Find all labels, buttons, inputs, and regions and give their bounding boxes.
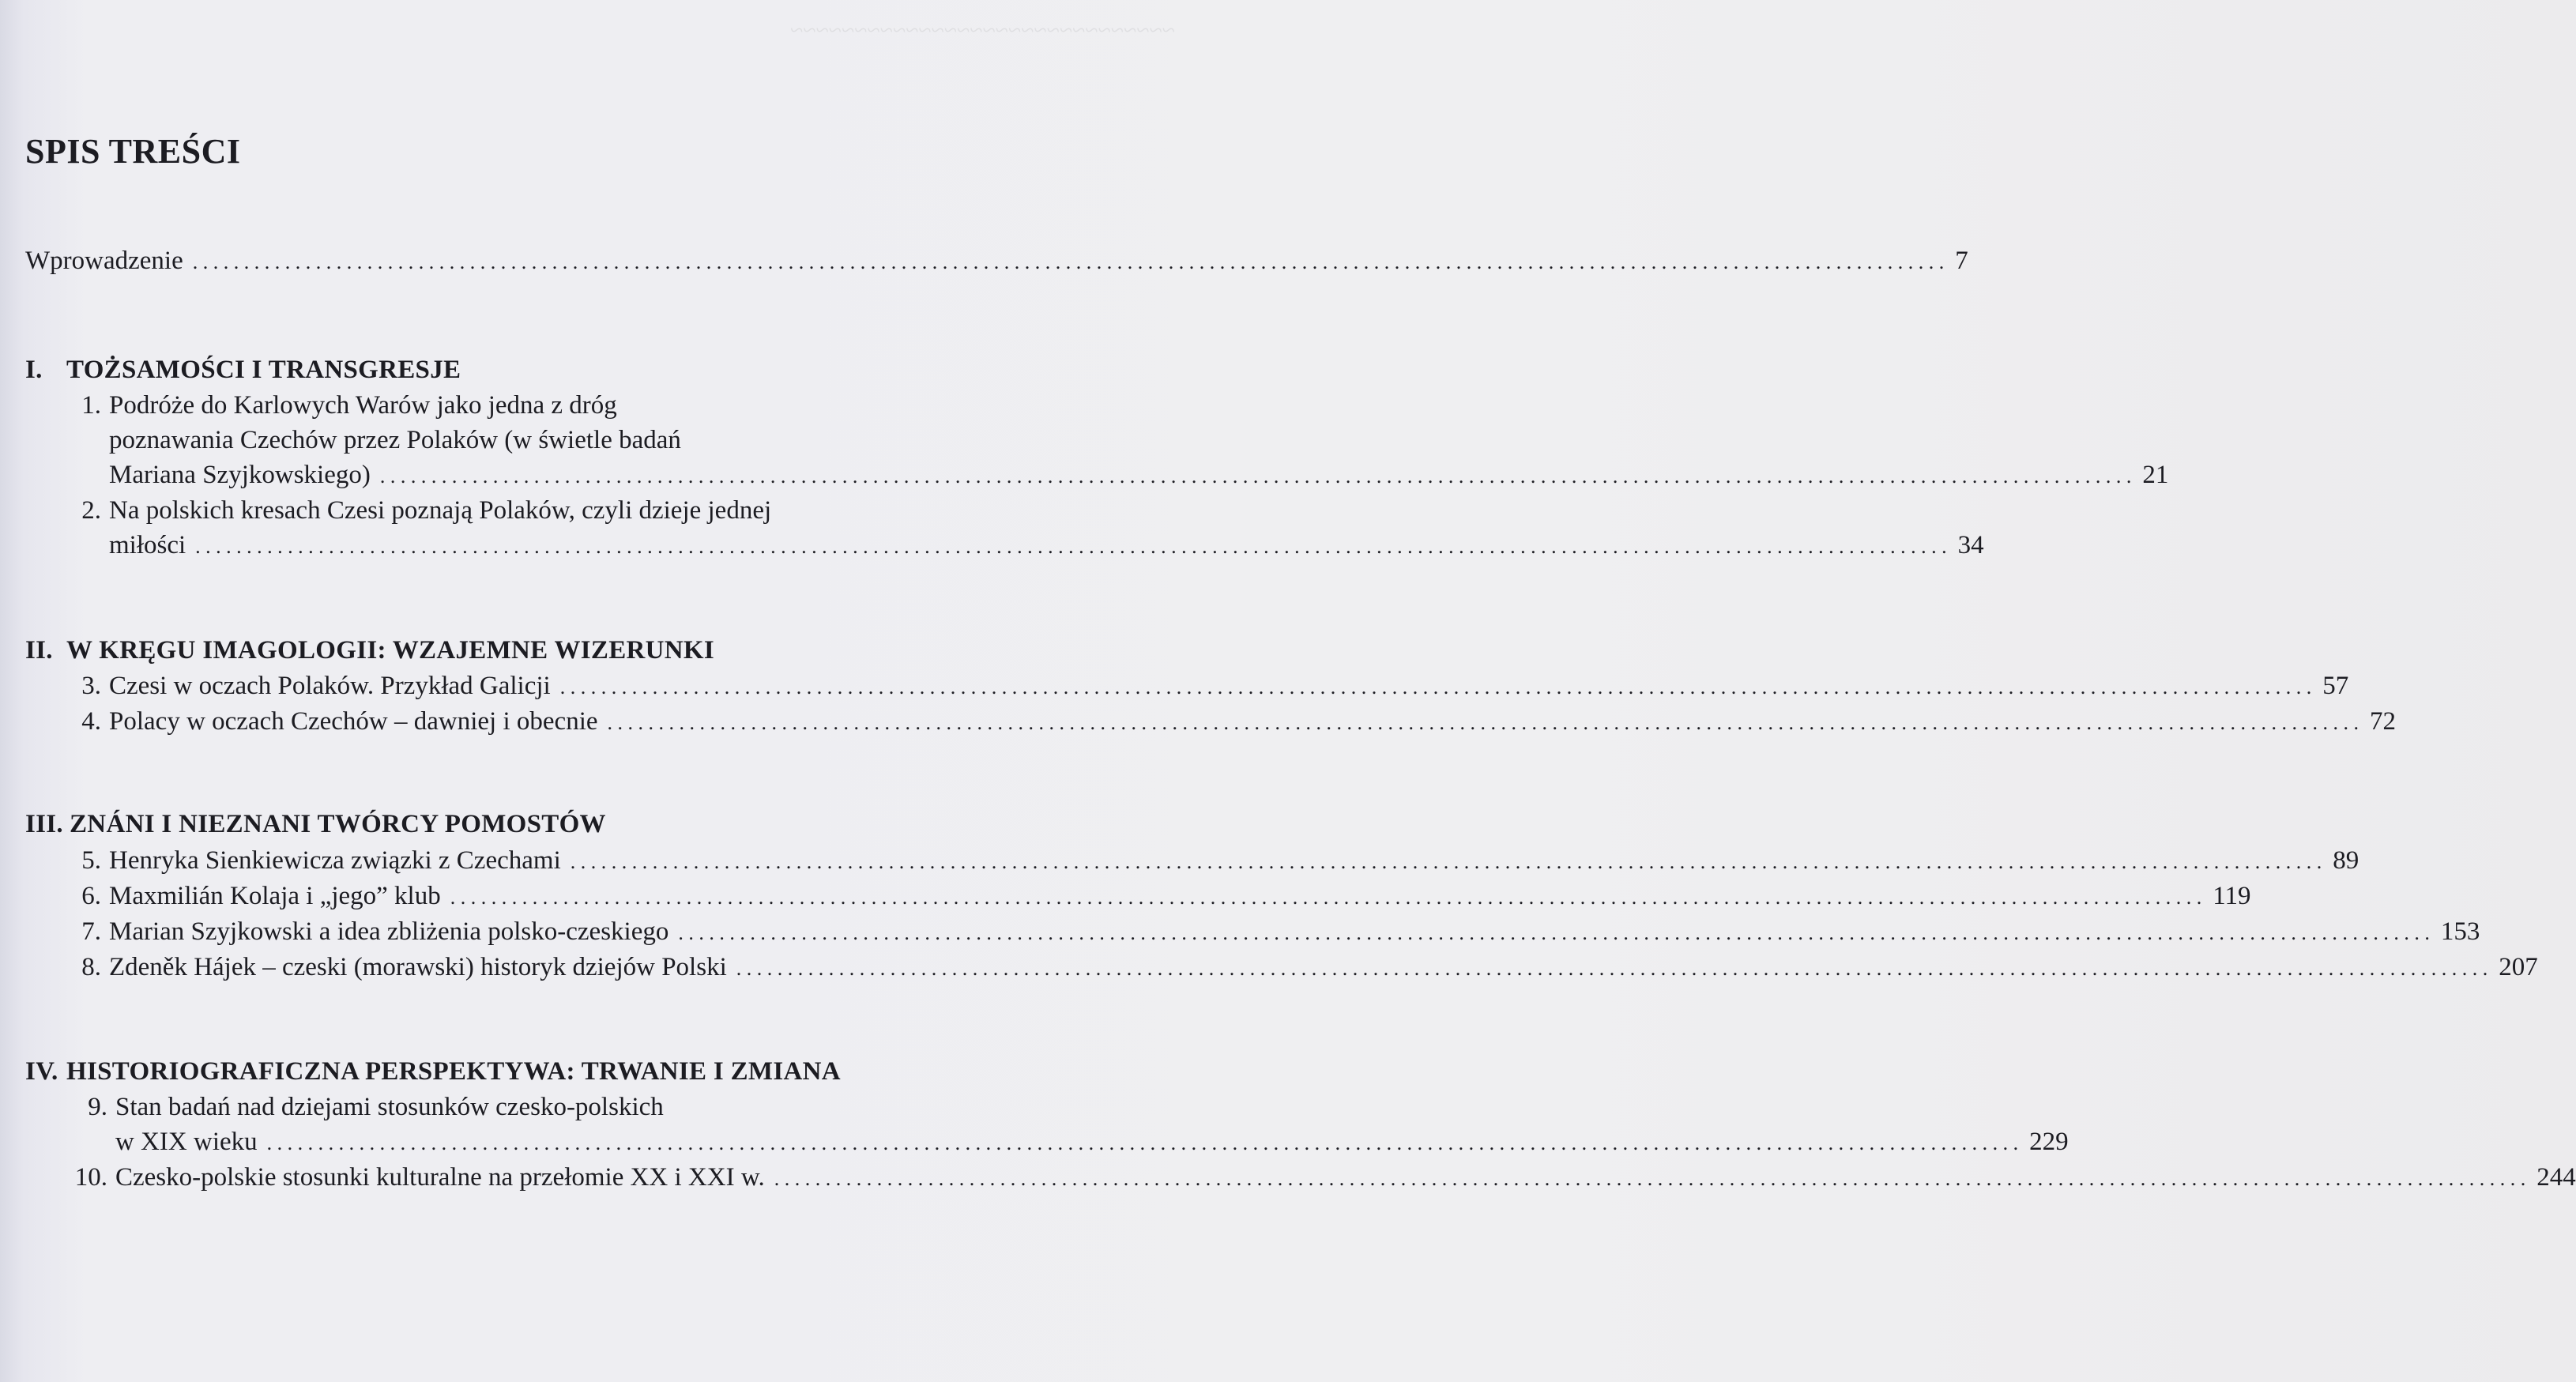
toc-entry-label: Henryka Sienkiewicza związki z Czechami (109, 846, 561, 875)
leader-dots (678, 923, 2430, 943)
toc-entry (109, 882, 2251, 910)
toc-entry-number: 3. (81, 672, 101, 700)
toc-entry-label: miłości (109, 531, 186, 559)
toc-entry-intro (25, 247, 1968, 275)
toc-entry-label: w XIX wieku (115, 1128, 258, 1156)
toc-entry-label: Mariana Szyjkowskiego) (109, 461, 371, 489)
toc-entry-label: Polacy w oczach Czechów – dawniej i obecnie (109, 707, 598, 736)
toc-entry (109, 672, 2349, 700)
toc-entry-number: 10. (74, 1163, 107, 1192)
leader-dots (571, 852, 2322, 872)
toc-entry-number: 5. (81, 846, 101, 875)
toc-entry-label: Marian Szyjkowski a idea zbliżenia polsko-czeskiego (109, 917, 669, 946)
leader-dots (736, 958, 2488, 979)
leader-dots (267, 1133, 2019, 1154)
toc-entry-number: 6. (81, 882, 101, 910)
toc-entry (115, 1128, 2069, 1156)
show-through-text: ~~~~~~~~~~~~~~~~~~~~~~~~~~~~~~ (790, 17, 1175, 43)
toc-entry (109, 531, 1984, 559)
page-title: SPIS TREŚCI (25, 132, 241, 171)
toc-entry-number: 9. (88, 1093, 107, 1121)
toc-entry-page: 244 (2536, 1163, 2576, 1192)
toc-entry-page: 21 (2142, 461, 2169, 489)
toc-entry (109, 707, 2397, 736)
toc-entry-page: 89 (2333, 846, 2359, 875)
section-heading-3: III. ZNÁNI I NIEZNANI TWÓRCY POMOSTÓW (25, 810, 606, 838)
toc-entry-page: 229 (2029, 1128, 2069, 1156)
leader-dots (195, 537, 1947, 557)
leader-dots (608, 713, 2359, 733)
toc-entry-number: 7. (81, 917, 101, 946)
leader-dots (450, 887, 2202, 908)
toc-entry-label: Na polskich kresach Czesi poznają Polaków, czyli dzieje jednej (109, 496, 772, 525)
toc-entry-label: Stan badań nad dziejami stosunków czesko-polskich (115, 1093, 664, 1121)
toc-entry (109, 917, 2480, 946)
toc-entry-page: 72 (2370, 707, 2397, 736)
toc-entry-page: 34 (1957, 531, 1984, 559)
toc-entry-page: 57 (2322, 672, 2349, 700)
toc-entry-number: 4. (81, 707, 101, 736)
toc-entry (109, 846, 2359, 875)
leader-dots (774, 1169, 2526, 1189)
toc-entry-label: Czesko-polskie stosunki kulturalne na przełomie XX i XXI w. (115, 1163, 765, 1192)
toc-entry-number: 1. (81, 391, 101, 420)
leader-dots (193, 252, 1945, 273)
section-heading-4: IV. HISTORIOGRAFICZNA PERSPEKTYWA: TRWANIE I ZMIANA (25, 1057, 841, 1086)
toc-entry-label: Podróże do Karlowych Warów jako jedna z dróg (109, 391, 617, 420)
toc-entry-page: 119 (2213, 882, 2251, 910)
toc-entry-label: Zdeněk Hájek – czeski (morawski) historyk dziejów Polski (109, 953, 727, 981)
toc-entry-label: poznawania Czechów przez Polaków (w świetle badań (109, 426, 681, 454)
section-heading-2: II. W KRĘGU IMAGOLOGII: WZAJEMNE WIZERUNKI (25, 636, 715, 665)
toc-entry (109, 953, 2538, 981)
section-heading-1: I. TOŻSAMOŚCI I TRANSGRESJE (25, 356, 461, 384)
toc-entry-label: Wprowadzenie (25, 247, 183, 275)
toc-entry-page: 207 (2499, 953, 2538, 981)
toc-entry (115, 1163, 2576, 1192)
toc-entry-number: 8. (81, 953, 101, 981)
toc-entry-number: 2. (81, 496, 101, 525)
toc-entry (109, 461, 2169, 489)
toc-entry-page: 153 (2440, 917, 2480, 946)
toc-entry-label: Maxmilián Kolaja i „jego” klub (109, 882, 441, 910)
toc-entry-label: Czesi w oczach Polaków. Przykład Galicji (109, 672, 551, 700)
leader-dots (560, 677, 2312, 698)
toc-entry-page: 7 (1955, 247, 1968, 275)
leader-dots (380, 466, 2132, 487)
